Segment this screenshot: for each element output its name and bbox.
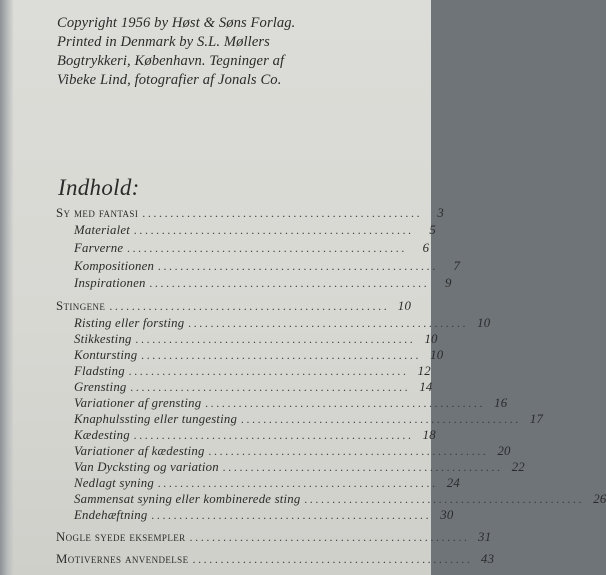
toc-entry bbox=[74, 316, 491, 332]
toc-entry-title: Sy med fantasi bbox=[56, 206, 139, 220]
toc-entry-title: Sammensat syning eller kombinerede sting bbox=[74, 492, 301, 506]
toc-leader-dots: .................................................. bbox=[241, 412, 522, 426]
toc-entry-title: Fladsting bbox=[74, 364, 125, 378]
toc-entry bbox=[74, 444, 511, 460]
copyright-notice bbox=[57, 14, 387, 90]
toc-entry bbox=[74, 396, 508, 412]
toc-entry bbox=[74, 508, 454, 524]
toc-entry bbox=[74, 364, 431, 380]
toc-leader-dots: .................................................. bbox=[149, 276, 430, 290]
toc-entry-title: Risting eller forsting bbox=[74, 316, 185, 330]
toc-entry bbox=[74, 276, 452, 292]
toc-entry bbox=[56, 206, 444, 222]
toc-entry-page: 10 bbox=[477, 316, 491, 330]
toc-entry bbox=[56, 552, 495, 568]
toc-entry bbox=[56, 299, 412, 315]
toc-entry-title: Kontursting bbox=[74, 348, 138, 362]
toc-entry-title: Stingene bbox=[56, 299, 106, 313]
toc-entry-title: Variationer af kædesting bbox=[74, 444, 205, 458]
toc-entry-page: 10 bbox=[397, 299, 412, 313]
toc-entry-title: Endehæftning bbox=[74, 508, 148, 522]
toc-leader-dots: .................................................. bbox=[151, 508, 432, 522]
toc-entry-page: 17 bbox=[529, 412, 544, 426]
toc-entry bbox=[56, 530, 492, 546]
toc-entry bbox=[74, 460, 525, 476]
toc-leader-dots: .................................................. bbox=[141, 348, 422, 362]
toc-entry-page: 12 bbox=[417, 364, 431, 378]
toc-entry-title: Nedlagt syning bbox=[74, 476, 154, 490]
toc-leader-dots: .................................................. bbox=[127, 241, 408, 255]
toc-entry-title: Inspirationen bbox=[74, 276, 146, 290]
page-gutter-shadow bbox=[0, 0, 14, 575]
toc-leader-dots: .................................................. bbox=[304, 492, 585, 506]
toc-leader-dots: .................................................. bbox=[109, 299, 390, 313]
toc-leader-dots: .................................................. bbox=[157, 476, 438, 490]
toc-entry bbox=[74, 223, 437, 239]
toc-entry-title: Grensting bbox=[74, 380, 127, 394]
copyright-line: Printed in Denmark by S.L. Møllers bbox=[57, 34, 270, 50]
toc-entry-title: Kædesting bbox=[74, 428, 130, 442]
toc-entry-page: 43 bbox=[480, 552, 495, 566]
toc-leader-dots: .................................................. bbox=[130, 380, 411, 394]
toc-entry-title: Motivernes anvendelse bbox=[56, 552, 189, 566]
toc-entry-title: Kompositionen bbox=[74, 259, 155, 273]
toc-entry bbox=[74, 348, 444, 364]
toc-entry-page: 24 bbox=[446, 476, 460, 490]
toc-entry-page: 10 bbox=[424, 332, 438, 346]
toc-leader-dots: .................................................. bbox=[158, 259, 439, 273]
toc-entry-page: 9 bbox=[444, 276, 452, 290]
toc-leader-dots: .................................................. bbox=[188, 316, 469, 330]
toc-entry-title: Materialet bbox=[74, 223, 131, 237]
toc-entry-page: 30 bbox=[440, 508, 454, 522]
toc-entry-page: 7 bbox=[453, 259, 461, 273]
toc-leader-dots: .................................................. bbox=[135, 332, 416, 346]
toc-entry-title: Nogle syede eksempler bbox=[56, 530, 186, 544]
toc-entry bbox=[74, 412, 544, 428]
toc-entry bbox=[74, 380, 433, 396]
toc-entry-page: 10 bbox=[430, 348, 444, 362]
toc-entry-title: Stikkesting bbox=[74, 332, 132, 346]
toc-entry-title: Van Dycksting og variation bbox=[74, 460, 219, 474]
toc-entry bbox=[74, 428, 436, 444]
toc-entry-page: 6 bbox=[422, 241, 430, 255]
toc-entry-page: 20 bbox=[497, 444, 511, 458]
toc-heading: Indhold: bbox=[58, 175, 140, 200]
toc-entry-title: Knaphulssting eller tungesting bbox=[74, 412, 238, 426]
toc-entry bbox=[74, 476, 460, 492]
toc-entry-page: 22 bbox=[511, 460, 525, 474]
copyright-line: Copyright 1956 by Høst & Søns Forlag. bbox=[57, 15, 296, 31]
toc-entry-page: 14 bbox=[419, 380, 433, 394]
toc-leader-dots: .................................................. bbox=[134, 223, 415, 237]
toc-entry bbox=[74, 332, 438, 348]
toc-entry-page: 26 bbox=[593, 492, 606, 506]
toc-entry-page: 3 bbox=[437, 206, 445, 220]
toc-leader-dots: .................................................. bbox=[208, 444, 489, 458]
copyright-line: Bogtrykkeri, København. Tegninger af bbox=[57, 53, 285, 69]
toc-entry-page: 18 bbox=[422, 428, 436, 442]
toc-leader-dots: .................................................. bbox=[128, 364, 409, 378]
toc-leader-dots: .................................................. bbox=[205, 396, 486, 410]
toc-leader-dots: .................................................. bbox=[142, 206, 423, 220]
toc-entry-page: 31 bbox=[477, 530, 492, 544]
copyright-line: Vibeke Lind, fotografier af Jonals Co. bbox=[57, 72, 282, 88]
toc-entry-title: Farverne bbox=[74, 241, 124, 255]
toc-entry bbox=[74, 241, 430, 257]
toc-leader-dots: .................................................. bbox=[192, 552, 473, 566]
toc-entry-page: 16 bbox=[494, 396, 508, 410]
toc-entry-page: 5 bbox=[429, 223, 437, 237]
toc-leader-dots: .................................................. bbox=[189, 530, 470, 544]
toc-entry bbox=[74, 492, 606, 508]
toc-entry bbox=[74, 259, 461, 275]
toc-entry-title: Variationer af grensting bbox=[74, 396, 202, 410]
toc-leader-dots: .................................................. bbox=[222, 460, 503, 474]
toc-leader-dots: .................................................. bbox=[133, 428, 414, 442]
